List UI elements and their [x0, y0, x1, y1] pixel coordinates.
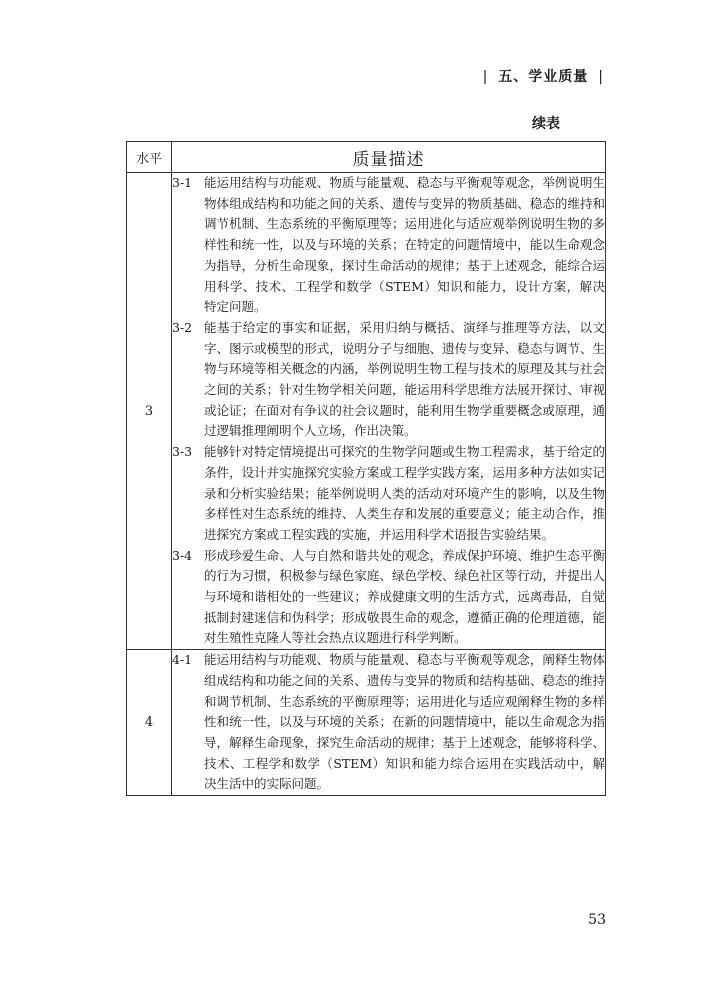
description-cell — [172, 650, 606, 796]
item-number: 3-3 — [172, 444, 193, 460]
list-item — [172, 442, 605, 546]
table-header-row — [127, 142, 606, 173]
section-title: 五、学业质量 — [498, 69, 589, 85]
list-item — [172, 546, 605, 650]
level-cell: 3 — [127, 173, 172, 650]
list-item — [172, 318, 605, 442]
item-text: 能运用结构与功能观、物质与能量观、稳态与平衡观等观念，举例说明生物体组成结构和功能之间的关系、遗传与变异的物质基础、稳态的维持和调节机制、生态系统的平衡原理等；运用进化与适应观举例说明生物的多样性和统一性，以及与环境的关系；在特定的问题情境中，能以生命观念为指导，分析生命现象，探讨生命活动的规律；基于上述观念，能综合运用科学、技术、工程学和数学（STEM）知识和能力，设计方案，解决特定问题。 — [204, 175, 605, 315]
column-header-level: 水平 — [127, 142, 172, 173]
header-divider-left: | — [482, 69, 489, 85]
page-number: 53 — [588, 912, 606, 928]
item-number: 3-1 — [172, 175, 193, 190]
running-header — [473, 66, 614, 86]
item-text: 能够针对特定情境提出可探究的生物学问题或生物工程需求，基于给定的条件，设计并实施探究实验方案或工程学实践方案，运用多种方法如实记录和分析实验结果；能举例说明人类的活动对环境产生的影响，以及生物多样性对生态系统的维持、人类生存和发展的重要意义；能主动合作，推进探究方案或工程实践的实施，并运用科学术语报告实验结果。 — [204, 444, 605, 542]
quality-table — [126, 141, 606, 796]
item-number: 3-4 — [172, 547, 193, 563]
item-text: 形成珍爱生命、人与自然和谐共处的观念，养成保护环境、维护生态平衡的行为习惯，积极参与绿色家庭、绿色学校、绿色社区等行动，并提出人与环境和谐相处的一些建议；养成健康文明的生活方式，远离毒品，自觉抵制封建迷信和伪科学；形成敬畏生命的观念，遵循正确的伦理道德，能对生殖性克隆人等社会热点议题进行科学判断。 — [204, 547, 605, 646]
item-text: 能基于给定的事实和证据，采用归纳与概括、演绎与推理等方法，以文字、图示或模型的形式，说明分子与细胞、遗传与变异、稳态与调节、生物与环境等相关概念的内涵，举例说明生物工程与技术的原理及其与社会之间的关系；针对生物学相关问题，能运用科学思维方法展开探讨、审视或论证；在面对有争议的社会议题时，能利用生物学重要概念或原理，通过逻辑推理阐明个人立场，作出决策。 — [204, 319, 605, 439]
description-cell — [172, 173, 606, 650]
continued-label: 续表 — [532, 116, 560, 132]
table-row-level-4 — [127, 650, 606, 796]
item-number: 3-2 — [172, 319, 193, 335]
table-row-level-3 — [127, 173, 606, 650]
level-cell: 4 — [127, 650, 172, 796]
item-text: 能运用结构与功能观、物质与能量观、稳态与平衡观等观念，阐释生物体组成结构和功能之间的关系、遗传与变异的物质和结构基础、稳态的维持和调节机制、生态系统的平衡原理等；运用进化与适应观阐释生物的多样性和统一性，以及与环境的关系；在新的问题情境中，能以生命观念为指导，解释生命现象，探究生命活动的规律；基于上述观念，能够将科学、技术、工程学和数学（STEM）知识和能力综合运用在实践活动中，解决生活中的实际问题。 — [204, 652, 605, 792]
header-divider-right: | — [598, 69, 604, 85]
list-item — [172, 650, 605, 795]
item-number: 4-1 — [172, 652, 193, 668]
column-header-description: 质量描述 — [172, 142, 606, 173]
list-item — [172, 173, 605, 318]
